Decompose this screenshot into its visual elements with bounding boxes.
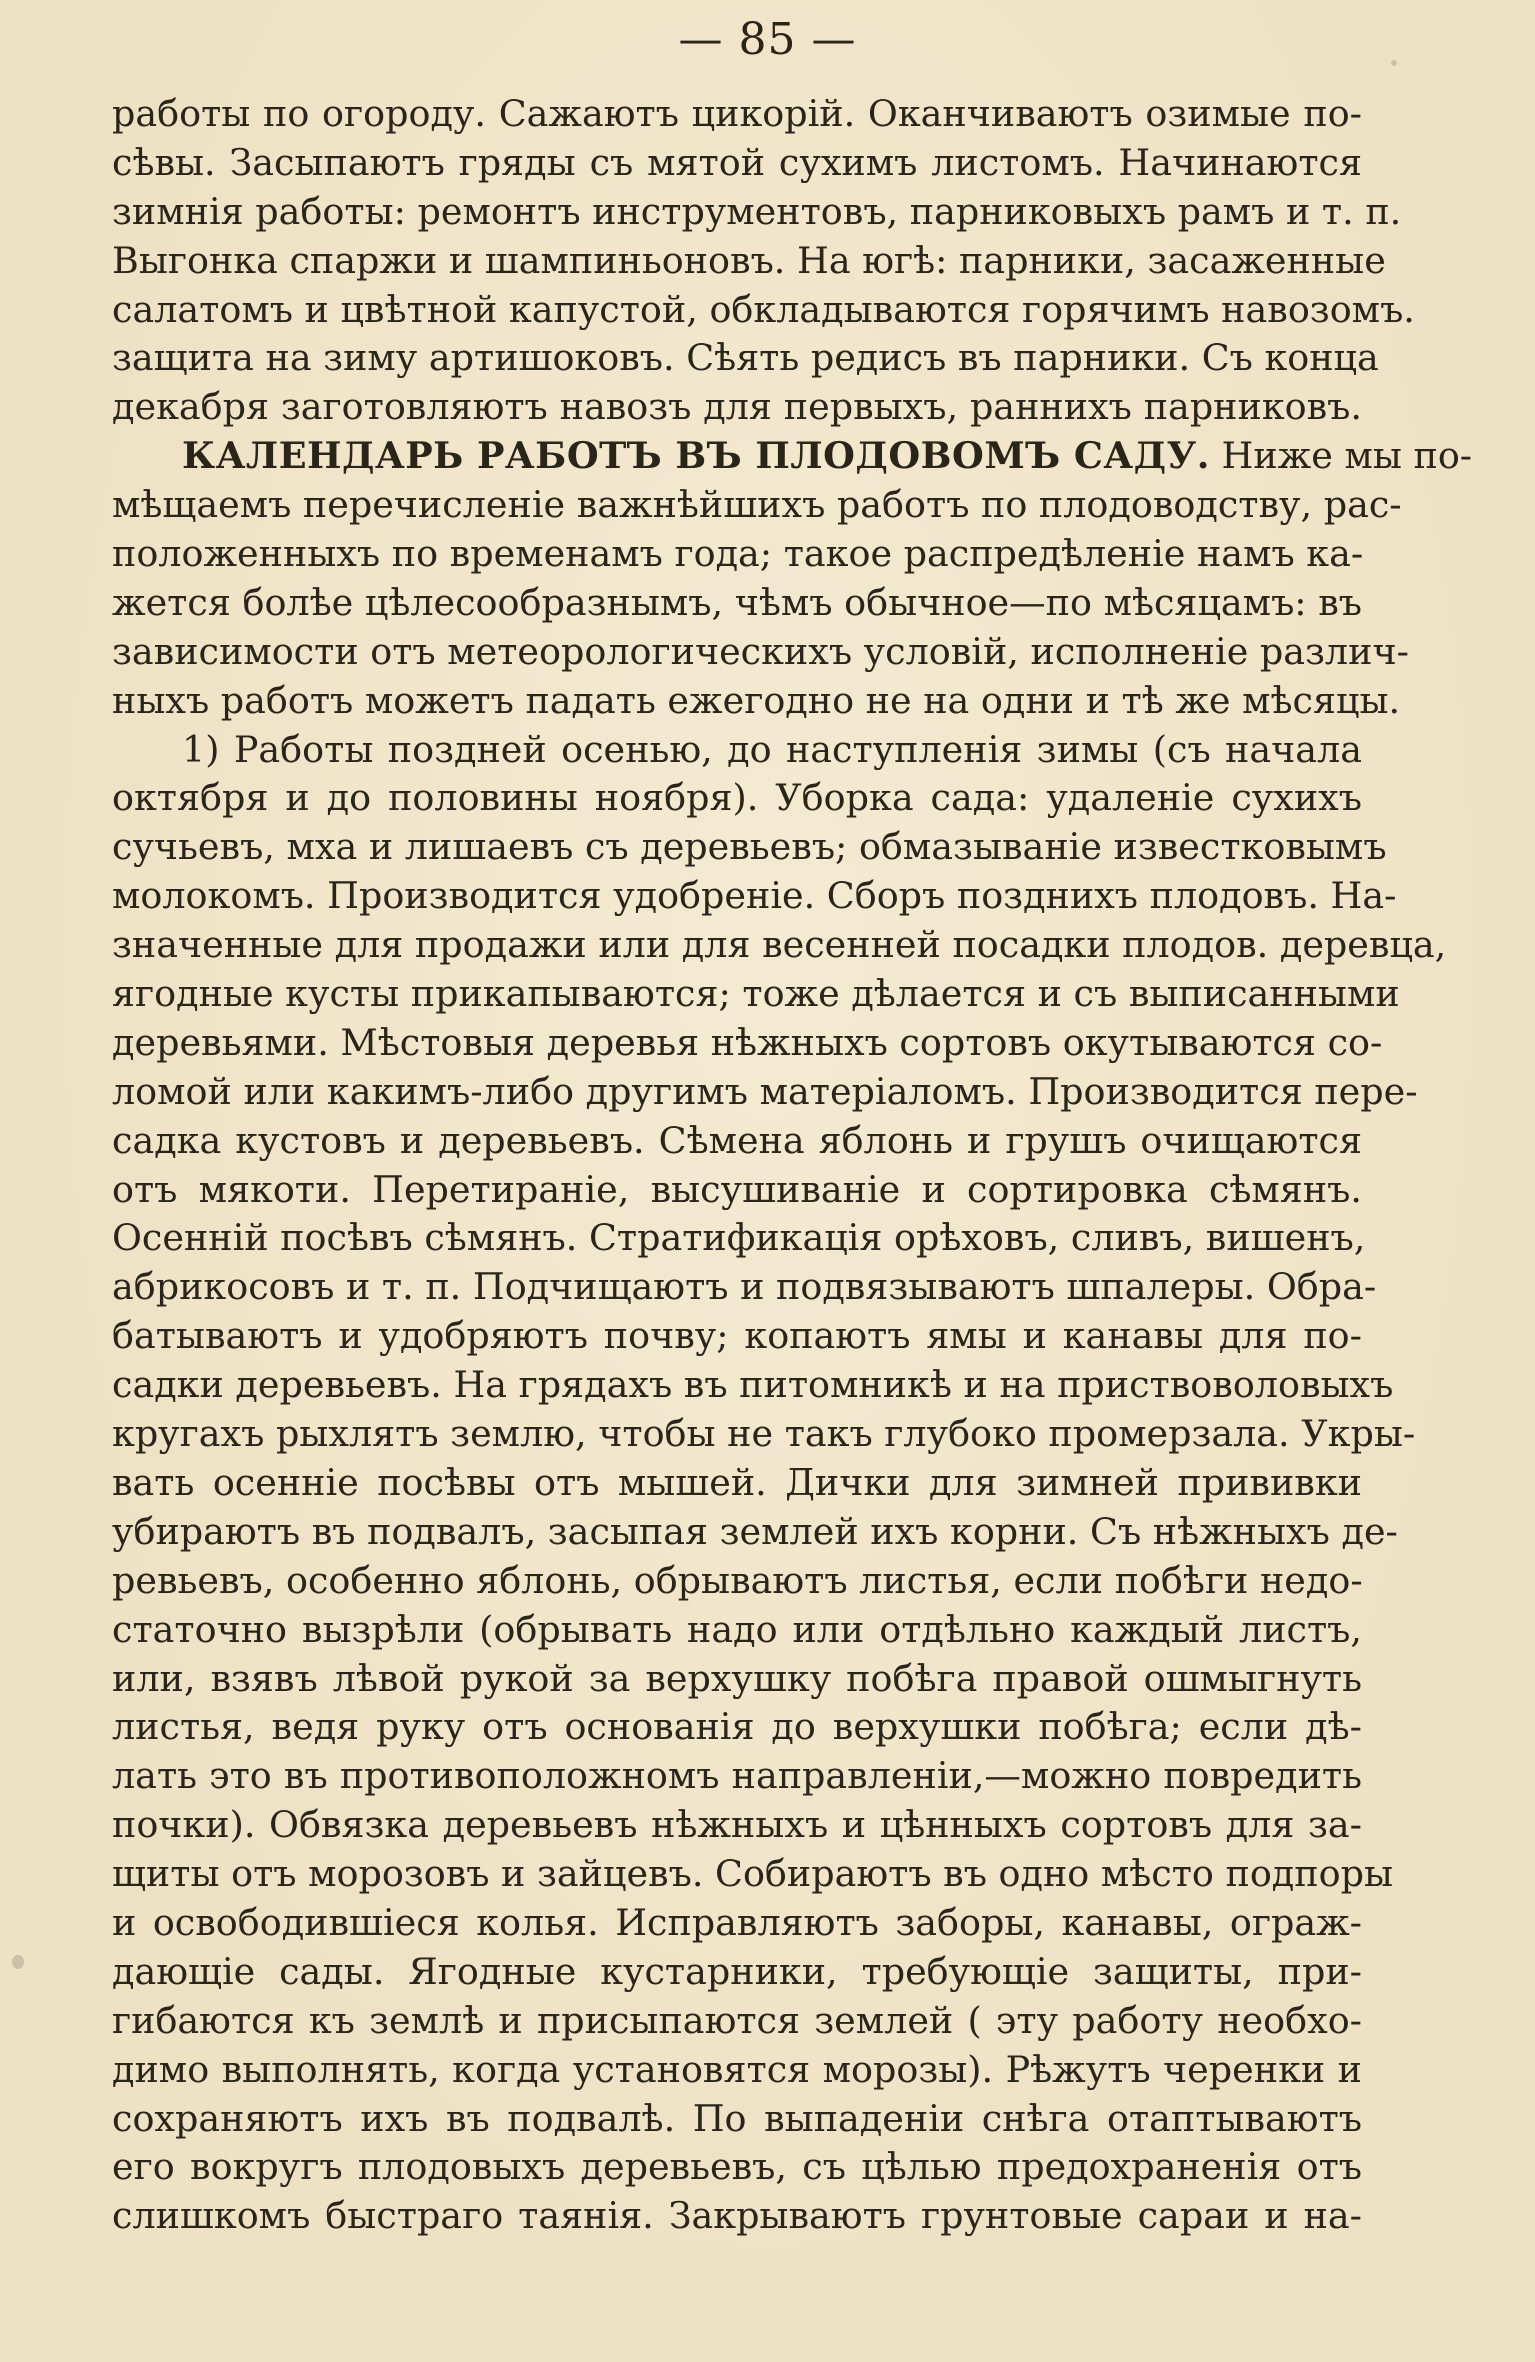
text-line: абрикосовъ и т. п. Подчищаютъ и подвязываютъ шпалеры. Обра- (112, 1265, 1377, 1309)
paper-speck (12, 1955, 24, 1969)
text-line: почки). Обвязка деревьевъ нѣжныхъ и цѣнныхъ сортовъ для за- (112, 1803, 1362, 1847)
text-line: дающіе сады. Ягодные кустарники, требующіе защиты, при- (112, 1949, 1362, 1993)
text-line: слишкомъ быстраго таянія. Закрываютъ грунтовые сараи и на- (112, 2194, 1362, 2238)
text-line: ломой или какимъ-либо другимъ матеріаломъ. Производится пере- (112, 1069, 1418, 1113)
text-line: декабря заготовляютъ навозъ для первыхъ, раннихъ парниковъ. (112, 385, 1362, 429)
text-line: садка кустовъ и деревьевъ. Сѣмена яблонь и грушъ очищаются (112, 1118, 1362, 1162)
text-line: садки деревьевъ. На грядахъ въ питомникѣ и на приствоволовыхъ (112, 1363, 1394, 1407)
text-line: и освободившіеся колья. Исправляютъ заборы, канавы, ограж- (112, 1900, 1362, 1944)
text-line: убираютъ въ подвалъ, засыпая землей ихъ корни. Съ нѣжныхъ де- (112, 1509, 1398, 1553)
page-number: — 85 — (678, 14, 857, 65)
text-line: его вокругъ плодовыхъ деревьевъ, съ цѣлью предохраненія отъ (112, 2145, 1362, 2189)
text-line: кругахъ рыхлятъ землю, чтобы не такъ глубоко промерзала. Укры- (112, 1412, 1416, 1456)
section-heading: КАЛЕНДАРЬ РАБОТЪ ВЪ ПЛОДОВОМЪ САДУ. (182, 434, 1210, 478)
text-line: 1) Работы поздней осенью, до наступленія зимы (съ начала (182, 727, 1362, 771)
text-line: ягодные кусты прикапываются; тоже дѣлается и съ выписанными (112, 972, 1400, 1016)
text-line: отъ мякоти. Перетираніе, высушиваніе и сортировка сѣмянъ. (112, 1167, 1362, 1211)
text-line: защита на зиму артишоковъ. Сѣять редисъ въ парники. Съ конца (112, 336, 1379, 380)
text-line: сѣвы. Засыпаютъ гряды съ мятой сухимъ листомъ. Начинаются (112, 140, 1362, 184)
text-line: Осенній посѣвъ сѣмянъ. Стратификація орѣховъ, сливъ, вишенъ, (112, 1216, 1366, 1260)
text-line: вать осенніе посѣвы отъ мышей. Дички для зимней прививки (112, 1460, 1362, 1504)
text-line: деревьями. Мѣстовыя деревья нѣжныхъ сортовъ окутываются со- (112, 1020, 1383, 1064)
text-line: значенные для продажи или для весенней посадки плодов. деревца, (112, 923, 1447, 967)
text-line: молокомъ. Производится удобреніе. Сборъ позднихъ плодовъ. На- (112, 874, 1397, 918)
text-line: сучьевъ, мха и лишаевъ съ деревьевъ; обмазываніе известковымъ (112, 825, 1387, 869)
text-line: батываютъ и удобряютъ почву; копаютъ ямы и канавы для по- (112, 1314, 1362, 1358)
text-line: работы по огороду. Сажаютъ цикорій. Оканчиваютъ озимые по- (112, 92, 1362, 135)
text-line: Выгонка спаржи и шампиньоновъ. На югѣ: парники, засаженные (112, 238, 1386, 282)
text-line: гибаются къ землѣ и присыпаются землей ( эту работу необхо- (112, 1998, 1362, 2042)
text-line: димо выполнять, когда установятся морозы). Рѣжутъ черенки и (112, 2047, 1362, 2091)
text-line: положенныхъ по временамъ года; такое распредѣленіе намъ ка- (112, 532, 1364, 576)
text-line: КАЛЕНДАРЬ РАБОТЪ ВЪ ПЛОДОВОМЪ САДУ. Ниже мы по- (182, 434, 1473, 478)
text-line: ныхъ работъ можетъ падать ежегодно не на одни и тѣ же мѣсяцы. (112, 678, 1401, 722)
text-line: лать это въ противоположномъ направленіи,—можно повредить (112, 1754, 1362, 1798)
text-line: зимнія работы: ремонтъ инструментовъ, парниковыхъ рамъ и т. п. (112, 189, 1402, 233)
text-line: жется болѣе цѣлесообразнымъ, чѣмъ обычное—по мѣсяцамъ: въ (112, 580, 1362, 624)
text-line: октября и до половины ноября). Уборка сада: удаленіе сухихъ (112, 776, 1362, 820)
text-line: листья, ведя руку отъ основанія до верхушки побѣга; если дѣ- (112, 1705, 1362, 1749)
text-line: ревьевъ, особенно яблонь, обрываютъ листья, если побѣги недо- (112, 1558, 1363, 1602)
text-line: или, взявъ лѣвой рукой за верхушку побѣга правой ошмыгнуть (112, 1656, 1362, 1700)
body-text (112, 90, 1473, 2241)
text-line: зависимости отъ метеорологическихъ условій, исполненіе различ- (112, 629, 1409, 673)
text-line: сохраняютъ ихъ въ подвалѣ. По выпаденіи снѣга отаптываютъ (112, 2096, 1362, 2140)
text-line: статочно вызрѣли (обрывать надо или отдѣльно каждый листъ, (112, 1607, 1362, 1651)
text-line: мѣщаемъ перечисленіе важнѣйшихъ работъ по плодоводству, рас- (112, 483, 1402, 527)
text-line: щиты отъ морозовъ и зайцевъ. Собираютъ въ одно мѣсто подпоры (112, 1852, 1393, 1896)
text-line: салатомъ и цвѣтной капустой, обкладываются горячимъ навозомъ. (112, 287, 1415, 331)
